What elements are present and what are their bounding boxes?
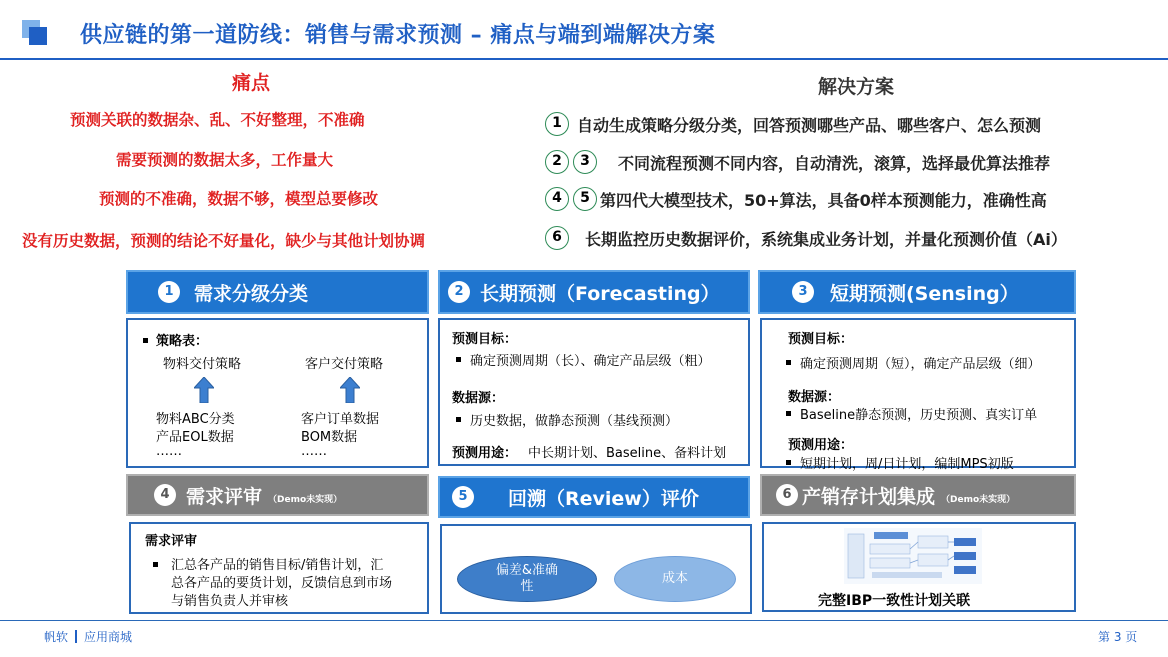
demo-note: （Demo未实现） [268,494,343,505]
pain-item: 需要预测的数据太多，工作量大 [116,151,334,169]
ellipse-line: 性 [520,579,534,594]
module-number: 2 [448,281,470,303]
target-label: 预测目标： [452,332,518,347]
footer-divider [0,620,1168,621]
target-item: 确定预测周期（短），确定产品层级（细） [800,357,1041,372]
solution-text: 自动生成策略分级分类，回答预测哪些产品、哪些客户、怎么预测 [577,116,1042,135]
solution-heading: 解决方案 [818,76,895,98]
bullet-icon [786,360,791,365]
source-item: 历史数据，做静态预测（基线预测） [470,414,679,429]
bullet-icon [456,417,461,422]
review-label: 需求评审 [145,534,198,549]
source-label: 数据源： [452,391,505,406]
pain-item: 没有历史数据，预测的结论不好量化，缺少与其他计划协调 [22,232,426,250]
page-title: 供应链的第一道防线：销售与需求预测 – 痛点与端到端解决方案 [80,23,716,48]
use-text: 中长期计划、Baseline、备料计划 [528,446,727,461]
module-forecasting[interactable] [438,270,750,314]
number-badge: 6 [545,226,569,250]
material-strategy: 物料交付策略 [163,357,242,372]
module-ibp-integration[interactable] [760,474,1076,516]
material-line: 产品EOL数据 [156,430,234,445]
title-divider [0,58,1168,60]
number-badge: 4 [545,187,569,211]
solution-text: 第四代大模型技术，50+算法，具备0样本预测能力，准确性高 [600,191,1047,210]
review-eval-box [440,524,752,614]
footer-brand: 帆软 [44,630,69,644]
module-number: 3 [792,281,814,303]
ibp-box [762,522,1076,612]
page-number: 第 3 页 [1098,630,1138,644]
bullet-icon [143,338,148,343]
arrow-up-icon [194,377,214,403]
customer-line: 客户订单数据 [301,412,380,427]
pain-item: 预测关联的数据杂、乱、不好整理，不准确 [70,111,365,129]
source-label: 数据源： [788,390,841,405]
use-item: 短期计划，周/日计划，编制MPS初版 [800,457,1014,472]
ibp-caption: 完整IBP一致性计划关联 [818,593,971,609]
material-line: …… [156,444,182,459]
number-badge: 2 [545,150,569,174]
number-badge: 1 [545,112,569,136]
material-line: 物料ABC分类 [156,412,235,427]
module-number: 1 [158,281,180,303]
forecasting-box [438,318,750,466]
bullet-icon [456,357,461,362]
target-label: 预测目标： [788,332,854,347]
solution-text: 不同流程预测不同内容，自动清洗，滚算，选择最优算法推荐 [618,154,1051,173]
module-title: 短期预测(Sensing） [830,282,1019,305]
sensing-box [760,318,1076,472]
module-review[interactable] [438,476,750,518]
bullet-icon [153,562,158,567]
ellipse-line: 偏差&准确 [495,563,559,578]
module-number: 4 [154,484,176,506]
demo-note: （Demo未实现） [941,494,1016,505]
customer-line: …… [301,444,327,459]
customer-line: BOM数据 [301,430,358,445]
pain-item: 预测的不准确，数据不够，模型总要修改 [99,190,379,208]
target-item: 确定预测周期（长）、确定产品层级（粗） [470,354,711,369]
module-demand-classification[interactable] [126,270,429,314]
bullet-icon [786,411,791,416]
arrow-up-icon [340,377,360,403]
ellipse-label: 成本 [661,571,688,586]
strategy-table-box [126,318,429,468]
pain-heading: 痛点 [232,72,271,94]
module-title: 需求评审 [186,485,263,508]
module-number: 6 [776,484,798,506]
module-sensing[interactable] [758,270,1076,314]
strategy-label: 策略表： [156,334,209,349]
review-line: 汇总各产品的销售目标/销售计划，汇 [171,558,384,573]
customer-strategy: 客户交付策略 [305,357,384,372]
use-label: 预测用途： [788,438,854,453]
demand-review-box [129,522,429,614]
solution-text: 长期监控历史数据评价，系统集成业务计划，并量化预测价值（Ai） [585,230,1067,249]
solution-item [545,150,1145,176]
module-title: 回溯（Review）评价 [508,487,699,510]
review-line: 总各产品的要货计划，反馈信息到市场 [171,576,393,591]
deviation-accuracy-ellipse[interactable] [457,556,597,602]
number-badge: 3 [573,150,597,174]
ellipse-label [496,563,558,595]
module-title: 产销存计划集成 [802,485,936,508]
solution-item [545,226,1165,252]
use-label: 预测用途： [452,446,518,461]
review-line: 与销售负责人并审核 [171,594,289,609]
module-title: 长期预测（Forecasting） [480,282,720,305]
source-item: Baseline静态预测，历史预测、真实订单 [800,408,1038,423]
ibp-diagram-icon [844,528,982,584]
footer-sub: 应用商城 [84,630,133,644]
solution-item [545,112,1145,138]
solution-item [545,187,1145,213]
cost-ellipse[interactable] [614,556,736,602]
module-number: 5 [452,486,474,508]
footer-separator [75,630,77,643]
module-title: 需求分级分类 [194,282,309,305]
module-demand-review[interactable] [126,474,429,516]
number-badge: 5 [573,187,597,211]
bullet-icon [786,460,791,465]
